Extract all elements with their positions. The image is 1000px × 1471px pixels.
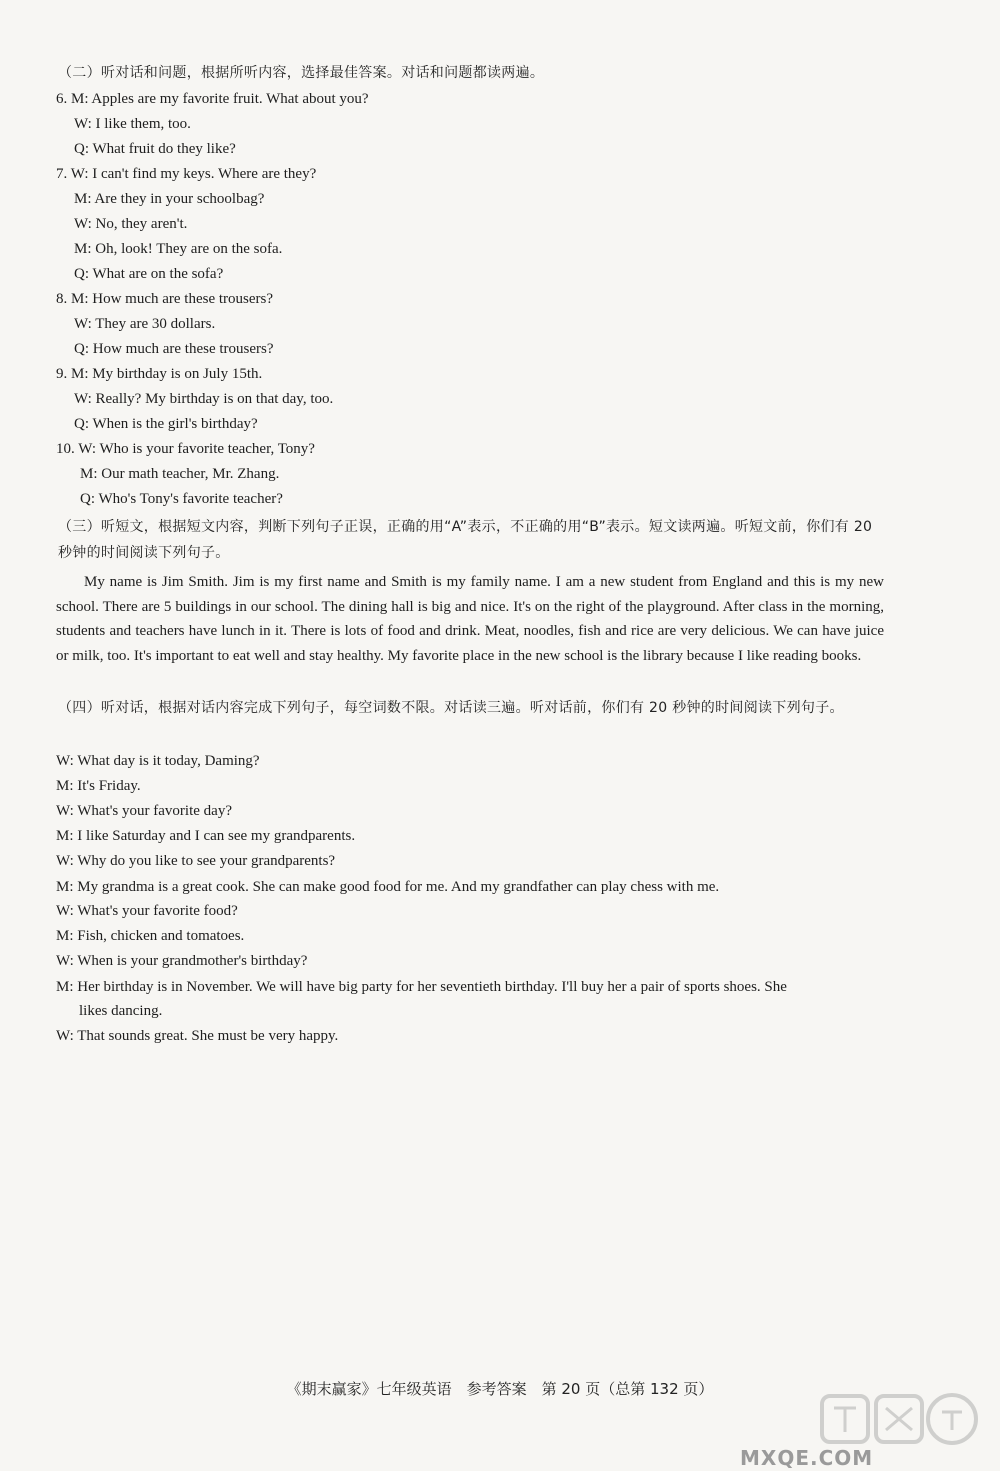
- page-footer: 《期末赢家》七年级英语 参考答案 第 20 页（总第 132 页）: [286, 1380, 714, 1398]
- dialogue-line: W: What's your favorite food?: [56, 903, 238, 919]
- dialogue-line: W: Why do you like to see your grandparents?: [56, 853, 336, 869]
- dialogue-line: W: When is your grandmother's birthday?: [56, 953, 308, 969]
- dialogue-line: W: That sounds great. She must be very happy.: [56, 1028, 339, 1044]
- dialogue-line: W: Really? My birthday is on that day, too.: [74, 391, 334, 407]
- dialogue-line: 10. W: Who is your favorite teacher, Tony?: [56, 441, 315, 457]
- dialogue-line: M: Fish, chicken and tomatoes.: [56, 928, 245, 944]
- dialogue-line: W: What's your favorite day?: [56, 803, 232, 819]
- dialogue-line: Q: Who's Tony's favorite teacher?: [80, 491, 283, 507]
- dialogue-line: W: What day is it today, Daming?: [56, 753, 260, 769]
- dialogue-line: M: Our math teacher, Mr. Zhang.: [80, 466, 280, 482]
- dialogue-line: Q: What fruit do they like?: [74, 141, 236, 157]
- dialogue-line: M: Oh, look! They are on the sofa.: [74, 241, 283, 257]
- dialogue-line: W: They are 30 dollars.: [74, 316, 216, 332]
- dialogue-line: W: I like them, too.: [74, 116, 191, 132]
- dialogue-line: Q: When is the girl's birthday?: [74, 416, 258, 432]
- dialogue-line: likes dancing.: [79, 1003, 163, 1019]
- dialogue-line: 8. M: How much are these trousers?: [56, 291, 274, 307]
- section-3-passage: My name is Jim Smith. Jim is my first name and Smith is my family name. I am a new student from England and this is my new school. There are 5 buildings in our school. The dining hall is big and nice. It's on the right of the playground. After class in the morning, students and teachers have lunch in it. There is lots of food and drink. Meat, noodles, fish and rice are very delicious. We can have juice or milk, too. It's important to eat well and stay healthy. My favorite place in the new school is the library because I like reading books.: [56, 574, 884, 664]
- dialogue-line: 6. M: Apples are my favorite fruit. What about you?: [56, 91, 369, 107]
- dialogue-line: M: Her birthday is in November. We will have big party for her seventieth birthday. I'll buy her a pair of sports shoes. She: [56, 979, 787, 995]
- dialogue-line: M: I like Saturday and I can see my grandparents.: [56, 828, 356, 844]
- watermark-site-text: MXQE.COM: [740, 1446, 874, 1470]
- dialogue-line: W: No, they aren't.: [74, 216, 188, 232]
- section-2-heading: （二）听对话和问题，根据所听内容，选择最佳答案。对话和问题都读两遍。: [58, 65, 545, 81]
- dialogue-line: 7. W: I can't find my keys. Where are they?: [56, 166, 317, 182]
- dialogue-line: Q: How much are these trousers?: [74, 341, 274, 357]
- dialogue-line: 9. M: My birthday is on July 15th.: [56, 366, 263, 382]
- section-4-heading: （四）听对话，根据对话内容完成下列句子，每空词数不限。对话读三遍。听对话前，你们有 20 秒钟的时间阅读下列句子。: [58, 700, 844, 716]
- dialogue-line: M: Are they in your schoolbag?: [74, 191, 265, 207]
- dialogue-line: M: My grandma is a great cook. She can make good food for me. And my grandfather can play chess with me.: [56, 879, 720, 895]
- dialogue-line: Q: What are on the sofa?: [74, 266, 224, 282]
- dialogue-line: M: It's Friday.: [56, 778, 141, 794]
- section-3-heading: （三）听短文，根据短文内容，判断下列句子正误，正确的用“A”表示，不正确的用“B”表示。短文读两遍。听短文前，你们有 20 秒钟的时间阅读下列句子。: [58, 519, 873, 561]
